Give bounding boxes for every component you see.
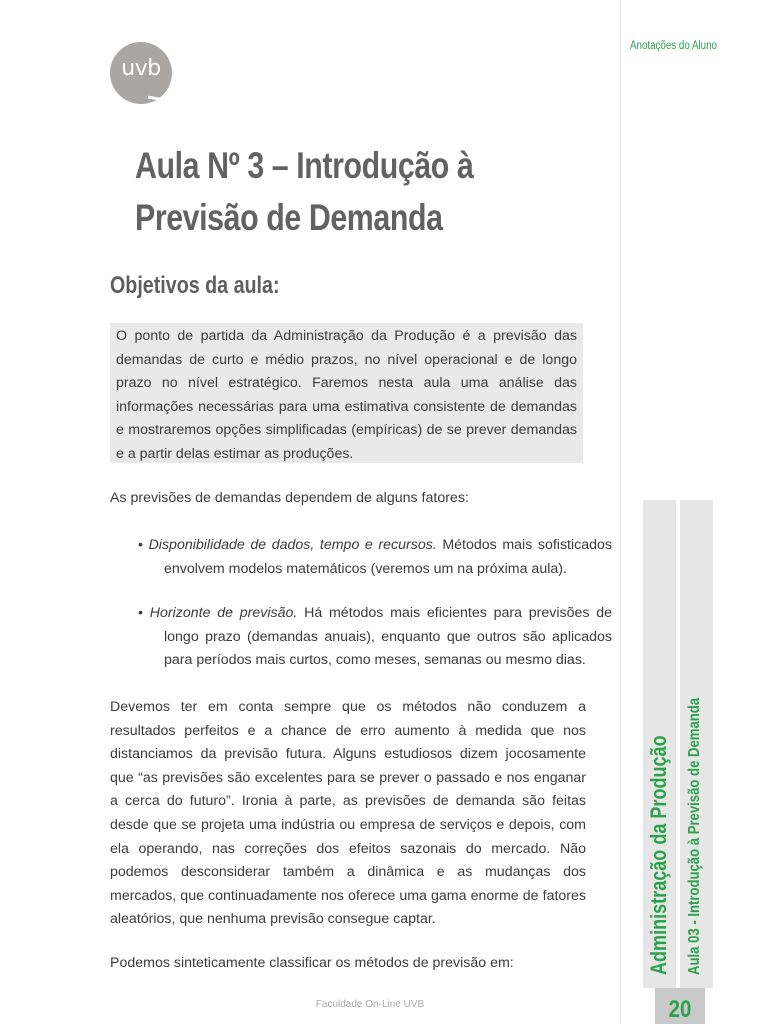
lesson-title-vertical: Aula 03 - Introdução à Previsão de Demanda <box>686 697 703 975</box>
page-footer: Faculdade On-Line UVB <box>315 999 425 1010</box>
intro-paragraph: As previsões de demandas dependem de alguns fatores: <box>110 490 469 506</box>
bullet-marker: • <box>138 605 143 621</box>
title-line-1: Aula Nº 3 – Introdução à <box>135 145 474 186</box>
bullet-2-text: Há métodos mais eficientes para previsões de longo prazo (demandas anuais), enquanto que outros são aplicados para períodos mais curtos, como meses, semanas ou mesmo dias. <box>164 605 612 669</box>
page-number: 20 <box>668 996 692 1023</box>
bullet-marker: • <box>138 537 143 553</box>
course-title-vertical: Administração da Produção <box>646 735 671 975</box>
page-number-box <box>655 988 705 1024</box>
objectives-heading: Objetivos da aula: <box>110 272 280 299</box>
objectives-text: O ponto de partida da Administração da Produção é a previsão das demandas de curto e médio prazos, no nível operacional e de longo prazo no nível estratégico. Faremos nesta aula uma análise das informações necessárias para uma estimativa consistente de demandas e mostraremos opções simplificadas (empíricas) de se prever demandas e a partir delas estimar as produções. <box>116 328 577 462</box>
logo-swirl-icon <box>148 70 178 103</box>
page-title <box>135 140 512 244</box>
bullet-1-emphasis: Disponibilidade de dados, tempo e recursos. <box>148 537 437 553</box>
closing-paragraph: Podemos sinteticamente classificar os métodos de previsão em: <box>110 955 514 971</box>
objectives-box <box>110 323 583 463</box>
body-paragraph: Devemos ter em conta sempre que os métodos não conduzem a resultados perfeitos e a chance de erro aumento à medida que nos distanciamos da previsão futura. Alguns estudiosos dizem jocosamente que “as previsões são excelentes para se prever o passado e nos enganar a cerca do futuro”. Ironia à parte, as previsões de demanda são feitas desde que se projeta uma indústria ou empresa de serviços e depois, com ela operando, nas correções dos efeitos sazonais do mercado. Não podemos desconsiderar também a dinâmica e as mudanças dos mercados, que continuadamente nos oferece uma gama enorme de fatores aleatórios, que nenhuma previsão consegue captar. <box>110 699 586 928</box>
student-notes-label: Anotações do Aluno <box>630 40 717 52</box>
bullet-item-1 <box>138 534 612 581</box>
bullet-item-2 <box>138 602 612 673</box>
title-line-2: Previsão de Demanda <box>135 197 443 238</box>
bullet-1-text: Métodos mais sofisticados envolvem modelos matemáticos (veremos um na próxima aula). <box>164 537 612 577</box>
sidebar-divider <box>620 0 621 1024</box>
logo-text: uvb <box>121 56 161 81</box>
bullet-2-emphasis: Horizonte de previsão. <box>149 605 298 621</box>
uvb-logo <box>110 42 172 104</box>
